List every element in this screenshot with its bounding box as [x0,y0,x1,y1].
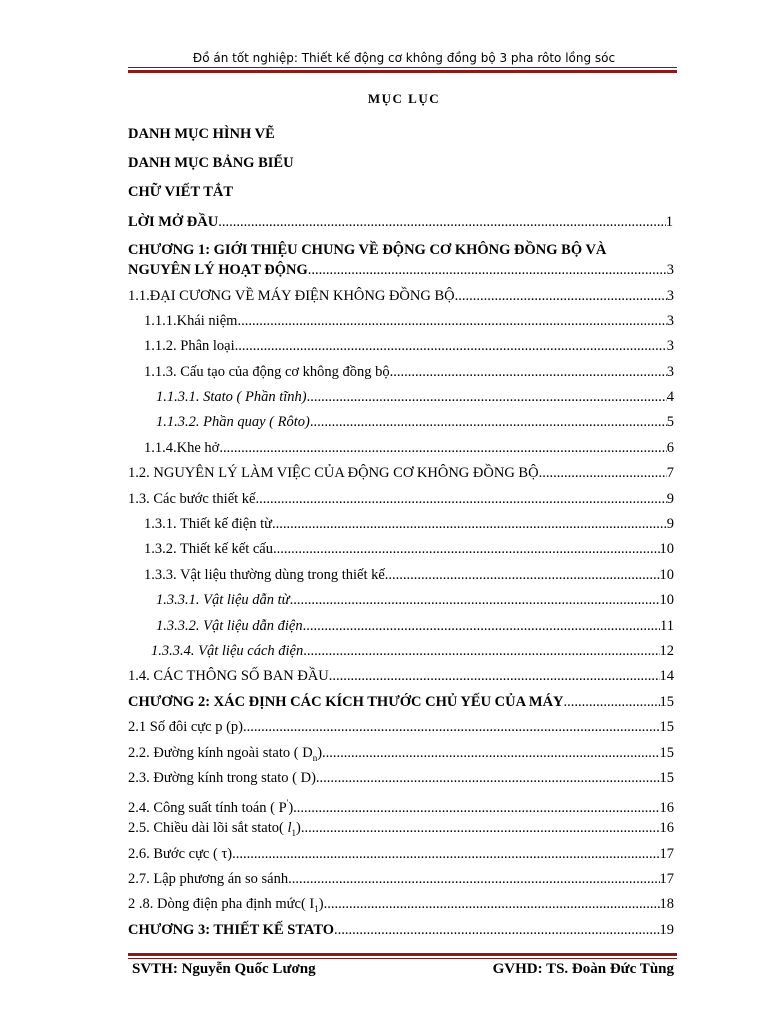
toc-entry[interactable] [144,336,674,356]
toc-entry[interactable] [128,717,674,737]
toc-entry[interactable] [128,666,674,686]
toc-page-number: 14 [659,668,674,684]
toc-page-number: 19 [659,922,674,938]
page-header-title: Đồ án tốt nghiệp: Thiết kế động cơ không đồng bộ 3 pha rôto lồng sóc [192,51,616,65]
toc-entry-label: 1.1.ĐẠI CƯƠNG VỀ MÁY ĐIỆN KHÔNG ĐỒNG BỘ [128,288,455,304]
toc-entry-label: 2 .8. Dòng điện pha định mức( $I_1$) [128,896,324,914]
toc-entry-label: 1.3.3.2. Vật liệu dẫn điện [156,618,303,634]
toc-entry-chapter-1[interactable] [128,240,674,260]
toc-entry-label: CHƯƠNG 2: XÁC ĐỊNH CÁC KÍCH THƯỚC CHỦ YẾU CỦA MÁY [128,694,564,710]
toc-entry-label: DANH MỤC HÌNH VẼ [128,126,275,142]
page-footer [132,961,674,978]
footer-student: SVTH: Nguyễn Quốc Lương [132,961,316,977]
toc-title: MỤC LỤC [367,91,441,106]
dot-leader [218,212,666,232]
toc-entry[interactable] [151,641,674,661]
toc-page-number: 3 [666,338,674,354]
toc-entry[interactable] [144,565,674,585]
toc-entry-label: 2.6. Bước cực ( τ) [128,846,233,862]
toc-entry-chapter-1-line2[interactable] [128,260,674,280]
toc-entry[interactable] [128,286,674,306]
toc-page-number: 10 [659,567,674,583]
toc-page-number: 17 [659,871,674,887]
toc-entry-label: 1.1.3.1. Stato ( Phần tĩnh) [156,389,307,405]
toc-page-number: 4 [666,389,674,405]
toc-entry-label: 2.2. Đường kính ngoài stato ( $D_n$) [128,745,323,763]
dot-leader [237,311,666,331]
header-rule-thin [128,67,677,68]
toc-entry-label: 1.4. CÁC THÔNG SỐ BAN ĐẦU [128,668,329,684]
dot-leader [219,438,666,458]
toc-entry[interactable] [128,768,674,788]
footer-advisor: GVHD: TS. Đoàn Đức Tùng [492,961,674,977]
toc-page-number: 16 [659,799,674,816]
dot-leader [385,565,660,585]
dot-leader [232,844,659,864]
toc-entry[interactable] [156,616,674,636]
dot-leader [293,798,659,818]
toc-page-number: 15 [659,745,674,761]
dot-leader [255,489,666,509]
toc-entry[interactable] [144,362,674,382]
toc-entry[interactable] [128,844,674,864]
toc-page-number: 12 [659,643,674,659]
toc-page-number: 7 [666,465,674,481]
toc-page-number: 10 [659,592,674,608]
toc-page-number: 15 [659,719,674,735]
dot-leader [272,514,667,534]
toc-entry[interactable] [128,212,673,232]
dot-leader [235,336,667,356]
toc-entry-label: 1.3.3.1. Vật liệu dẫn từ [156,592,290,608]
dot-leader [316,768,660,788]
toc-entry-label: CHỮ VIẾT TẮT [128,184,234,200]
toc-page-number: 16 [659,820,674,836]
header-rule-thick [128,70,677,73]
toc-entry-label-line2: NGUYÊN LÝ HOẠT ĐỘNG [128,262,308,278]
toc-entry-label: 1.1.3.2. Phần quay ( Rôto) [156,414,310,430]
toc-entry-label: 1.3. Các bước thiết kế [128,491,256,507]
toc-entry-label: CHƯƠNG 3: THIẾT KẾ STATO [128,922,335,938]
toc-entry[interactable] [128,894,674,919]
toc-entry-label: 1.3.2. Thiết kế kết cấu [144,541,273,557]
toc-page-number: 3 [666,288,674,304]
toc-page-number: 10 [659,541,674,557]
toc-entry[interactable] [156,590,674,610]
dot-leader [310,412,667,432]
dot-leader [455,286,667,306]
dot-leader [564,692,660,712]
toc-entry[interactable] [144,438,674,458]
toc-page-number: 3 [666,364,674,380]
toc-entry[interactable] [128,743,674,768]
footer-rule-thick [128,953,677,956]
toc-entry[interactable] [128,818,674,843]
dot-leader [288,869,659,889]
toc-entry-label: 1.3.1. Thiết kế điện từ [144,516,273,532]
toc-entry[interactable] [128,182,674,202]
toc-entry[interactable] [156,412,674,432]
dot-leader [243,717,660,737]
toc-page-number: 5 [666,414,674,430]
dot-leader [303,641,659,661]
dot-leader [329,666,660,686]
toc-page-number: 3 [666,262,674,278]
toc-entry-label: 2.3. Đường kính trong stato ( D) [128,770,316,786]
dot-leader [539,463,667,483]
toc-entry[interactable] [128,692,674,712]
toc-page-number: 11 [660,618,674,634]
dot-leader [390,362,667,382]
dot-leader [322,743,659,763]
toc-page-number: 1 [665,214,673,230]
toc-entry[interactable] [128,153,674,173]
dot-leader [301,818,660,838]
dot-leader [334,920,659,940]
toc-entry[interactable] [128,463,674,483]
toc-page-number: 15 [659,694,674,710]
dot-leader [307,387,667,407]
toc-entry-label: 2.5. Chiều dài lõi sắt stato( $l_1$) [128,820,301,838]
toc-entry-label: LỜI MỞ ĐẦU [128,214,219,230]
toc-entry[interactable] [128,869,674,889]
toc-entry-label: 1.3.3. Vật liệu thường dùng trong thiết kế [144,567,385,583]
toc-entry[interactable] [128,489,674,509]
toc-entry[interactable] [128,124,674,144]
toc-entry[interactable] [144,539,674,559]
toc-entry[interactable] [144,514,674,534]
toc-entry[interactable] [128,920,674,940]
toc-page-number: 9 [666,516,674,532]
toc-page-number: 9 [666,491,674,507]
toc-entry[interactable] [144,311,674,331]
toc-entry-label: 1.1.3. Cấu tạo của động cơ không đồng bộ [144,364,390,380]
dot-leader [324,894,660,914]
toc-entry-label: 2.4. Công suất tính toán ( P') [128,798,294,816]
footer-rule-thin [128,958,677,959]
toc-entry[interactable] [156,387,674,407]
toc-page-number: 15 [659,770,674,786]
toc-entry-label: 2.1 Số đôi cực p (p) [128,719,243,735]
toc-page-number: 3 [666,313,674,329]
toc-entry-label: 2.7. Lập phương án so sánh [128,871,289,887]
dot-leader [308,260,667,280]
toc-entry-label: 1.1.2. Phân loại [144,338,235,354]
toc-entry-label: 1.1.4.Khe hở [144,440,220,456]
toc-entry[interactable] [128,793,674,818]
toc-page-number: 17 [659,846,674,862]
toc-page-number: 18 [659,896,674,912]
toc-page-number: 6 [666,440,674,456]
dot-leader [303,616,660,636]
toc-entry-label: 1.3.3.4. Vật liệu cách điện [151,643,304,659]
dot-leader [273,539,660,559]
toc-entry-label: 1.2. NGUYÊN LÝ LÀM VIỆC CỦA ĐỘNG CƠ KHÔNG ĐỒNG BỘ [128,465,539,481]
toc-entry-label: DANH MỤC BẢNG BIỂU [128,155,294,171]
toc-entry-label: 1.1.1.Khái niệm [144,313,238,329]
dot-leader [290,590,660,610]
toc-entry-label-line1: CHƯƠNG 1: GIỚI THIỆU CHUNG VỀ ĐỘNG CƠ KHÔNG ĐỒNG BỘ VÀ [128,242,607,258]
